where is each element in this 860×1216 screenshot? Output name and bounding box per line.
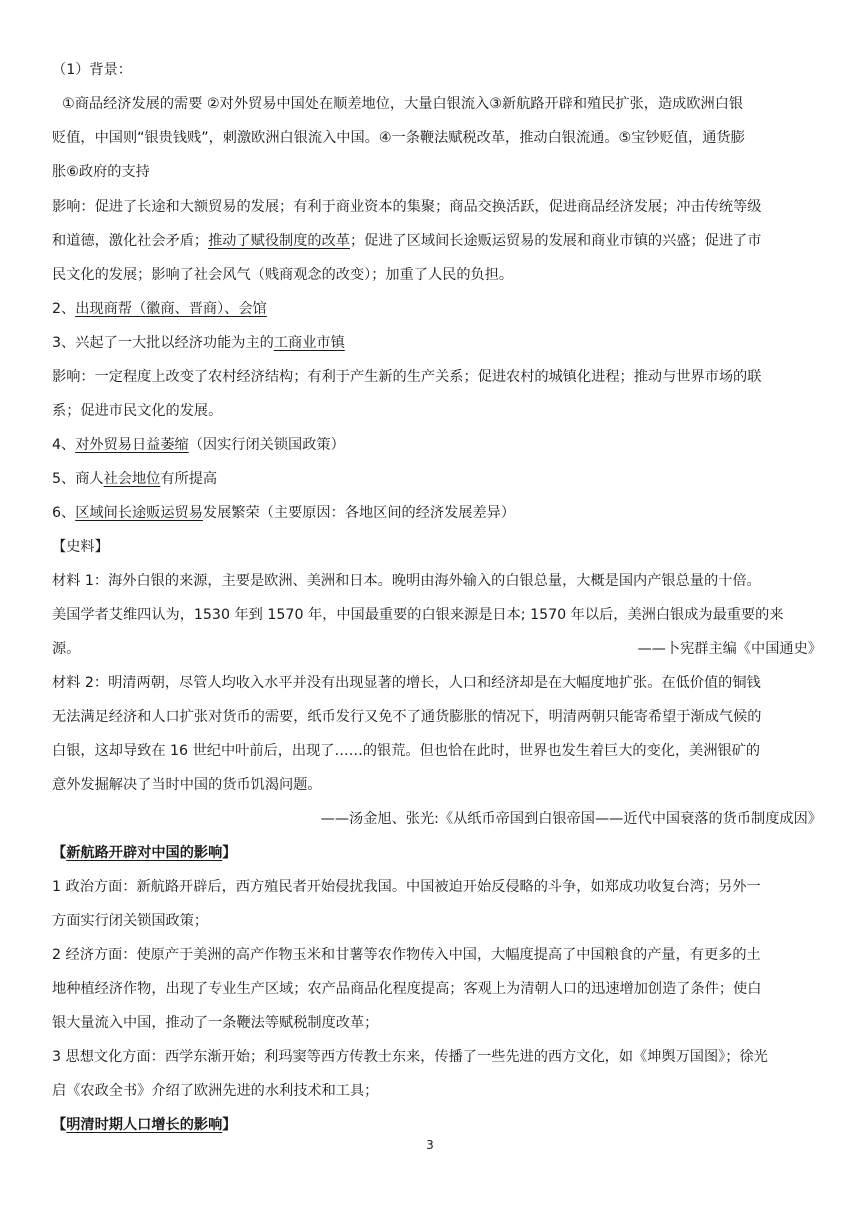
source-text-line: 意外发掘解决了当时中国的货币饥渴问题。 xyxy=(52,777,322,793)
text-span: 和道德，激化社会矛盾； xyxy=(52,233,209,249)
source-citation: ——汤金旭、张光:《从纸币帝国到白银帝国——近代中国衰落的货币制度成因》 xyxy=(320,811,822,827)
content-line: 地种植经济作物，出现了专业生产区域；农产品商品化程度提高；客观上为清朝人口的迅速增加创造了条件；使白 xyxy=(52,981,762,997)
content-line: 1 政治方面：新航路开辟后，西方殖民者开始侵扰我国。中国被迫开始反侵略的斗争，如郑成功收复台湾；另外一 xyxy=(52,879,761,895)
item-4 xyxy=(52,435,822,455)
section-sources-heading: 【史料】 xyxy=(52,539,109,555)
content-line: 银大量流入中国，推动了一条鞭法等赋税制度改革； xyxy=(52,1015,379,1031)
bracket: 】 xyxy=(222,1117,237,1133)
section-population-heading xyxy=(52,1115,822,1135)
bracket: 】 xyxy=(222,845,237,861)
impact-text-line: 影响：促进了长途和大额贸易的发展；有利于商业资本的集聚；商品交换活跃，促进商品经济发展；冲击传统等级 xyxy=(52,199,762,215)
content-line: 3 思想文化方面：西学东渐开始；利玛窦等西方传教士东来，传播了一些先进的西方文化，如《坤舆万国图》；徐光 xyxy=(52,1049,768,1065)
section-background-heading: （1）背景： xyxy=(52,62,132,78)
underlined-key-phrase: 区域间长途贩运贸易 xyxy=(75,505,203,521)
source-text-line: 材料 1：海外白银的来源，主要是欧洲、美洲和日本。晚明由海外输入的白银总量，大概是国内产银总量的十倍。 xyxy=(52,573,761,589)
source-text-line: 白银，这却导致在 16 世纪中叶前后，出现了……的银荒。但也恰在此时，世界也发生着巨大的变化，美洲银矿的 xyxy=(52,743,761,759)
text-span: 5、商人 xyxy=(52,471,104,487)
source-text-line: 美国学者艾维四认为，1530 年到 1570 年，中国最重要的白银来源是日本; 1570 年以后，美洲白银成为最重要的来 xyxy=(52,607,784,623)
text-span: 有所提高 xyxy=(160,471,218,487)
impact-text-line: 系；促进市民文化的发展。 xyxy=(52,403,223,419)
impact-text-line: 民文化的发展；影响了社会风气（贱商观念的改变）；加重了人民的负担。 xyxy=(52,267,514,283)
source-citation: ——卜宪群主编《中国通史》 xyxy=(637,641,822,657)
background-text-line: 胀⑥政府的支持 xyxy=(52,164,150,180)
impact-text-line: 影响：一定程度上改变了农村经济结构；有利于产生新的生产关系；促进农村的城镇化进程；推动与世界市场的联 xyxy=(52,369,762,385)
underlined-key-phrase: 工商业市镇 xyxy=(273,335,345,351)
bracket: 【 xyxy=(52,1117,67,1133)
underlined-key-phrase: 社会地位 xyxy=(103,471,161,487)
underlined-heading: 新航路开辟对中国的影响 xyxy=(66,845,223,861)
underlined-key-phrase: 推动了赋役制度的改革 xyxy=(208,233,350,249)
section-new-routes-heading xyxy=(52,843,822,863)
source-text-line: 源。 xyxy=(52,641,81,657)
item-2 xyxy=(52,299,822,319)
background-text-line: 贬值，中国则“银贵钱贱”，刺激欧洲白银流入中国。④一条鞭法赋税改革，推动白银流通。⑤宝钞贬值，通货膨 xyxy=(52,130,745,146)
bracket: 【 xyxy=(52,845,67,861)
content-line: 方面实行闭关锁国政策； xyxy=(52,913,209,929)
text-span: 2、 xyxy=(52,301,76,317)
text-span: 4、 xyxy=(52,437,76,453)
source-text-line: 无法满足经济和人口扩张对货币的需要，纸币发行又免不了通货膨胀的情况下，明清两朝只能寄希望于渐成气候的 xyxy=(52,709,762,725)
text-span: 3、兴起了一大批以经济功能为主的 xyxy=(52,335,274,351)
underlined-heading: 明清时期人口增长的影响 xyxy=(66,1117,223,1133)
underlined-key-phrase: 出现商帮（徽商、晋商）、会馆 xyxy=(75,301,267,317)
page-number: 3 xyxy=(426,1138,434,1152)
content-line: 2 经济方面：使原产于美洲的高产作物玉米和甘薯等农作物传入中国，大幅度提高了中国粮食的产量，有更多的土 xyxy=(52,947,761,963)
item-6 xyxy=(52,503,822,523)
item-5 xyxy=(52,469,822,489)
text-span: 发展繁荣（主要原因：各地区间的经济发展差异） xyxy=(202,505,516,521)
background-text-line: ①商品经济发展的需要 ②对外贸易中国处在顺差地位，大量白银流入③新航路开辟和殖民扩张，造成欧洲白银 xyxy=(62,96,744,112)
content-line: 启《农政全书》介绍了欧洲先进的水利技术和工具； xyxy=(52,1083,379,1099)
text-span: 6、 xyxy=(52,505,76,521)
text-span: ；促进了区域间长途贩运贸易的发展和商业市镇的兴盛；促进了市 xyxy=(349,233,762,249)
item-3 xyxy=(52,333,822,353)
impact-text-line xyxy=(52,231,822,251)
source-text-line: 材料 2：明清两朝，尽管人均收入水平并没有出现显著的增长，人口和经济却是在大幅度地扩张。在低价值的铜钱 xyxy=(52,675,761,691)
underlined-key-phrase: 对外贸易日益萎缩 xyxy=(75,437,189,453)
text-span: （因实行闭关锁国政策） xyxy=(188,437,345,453)
